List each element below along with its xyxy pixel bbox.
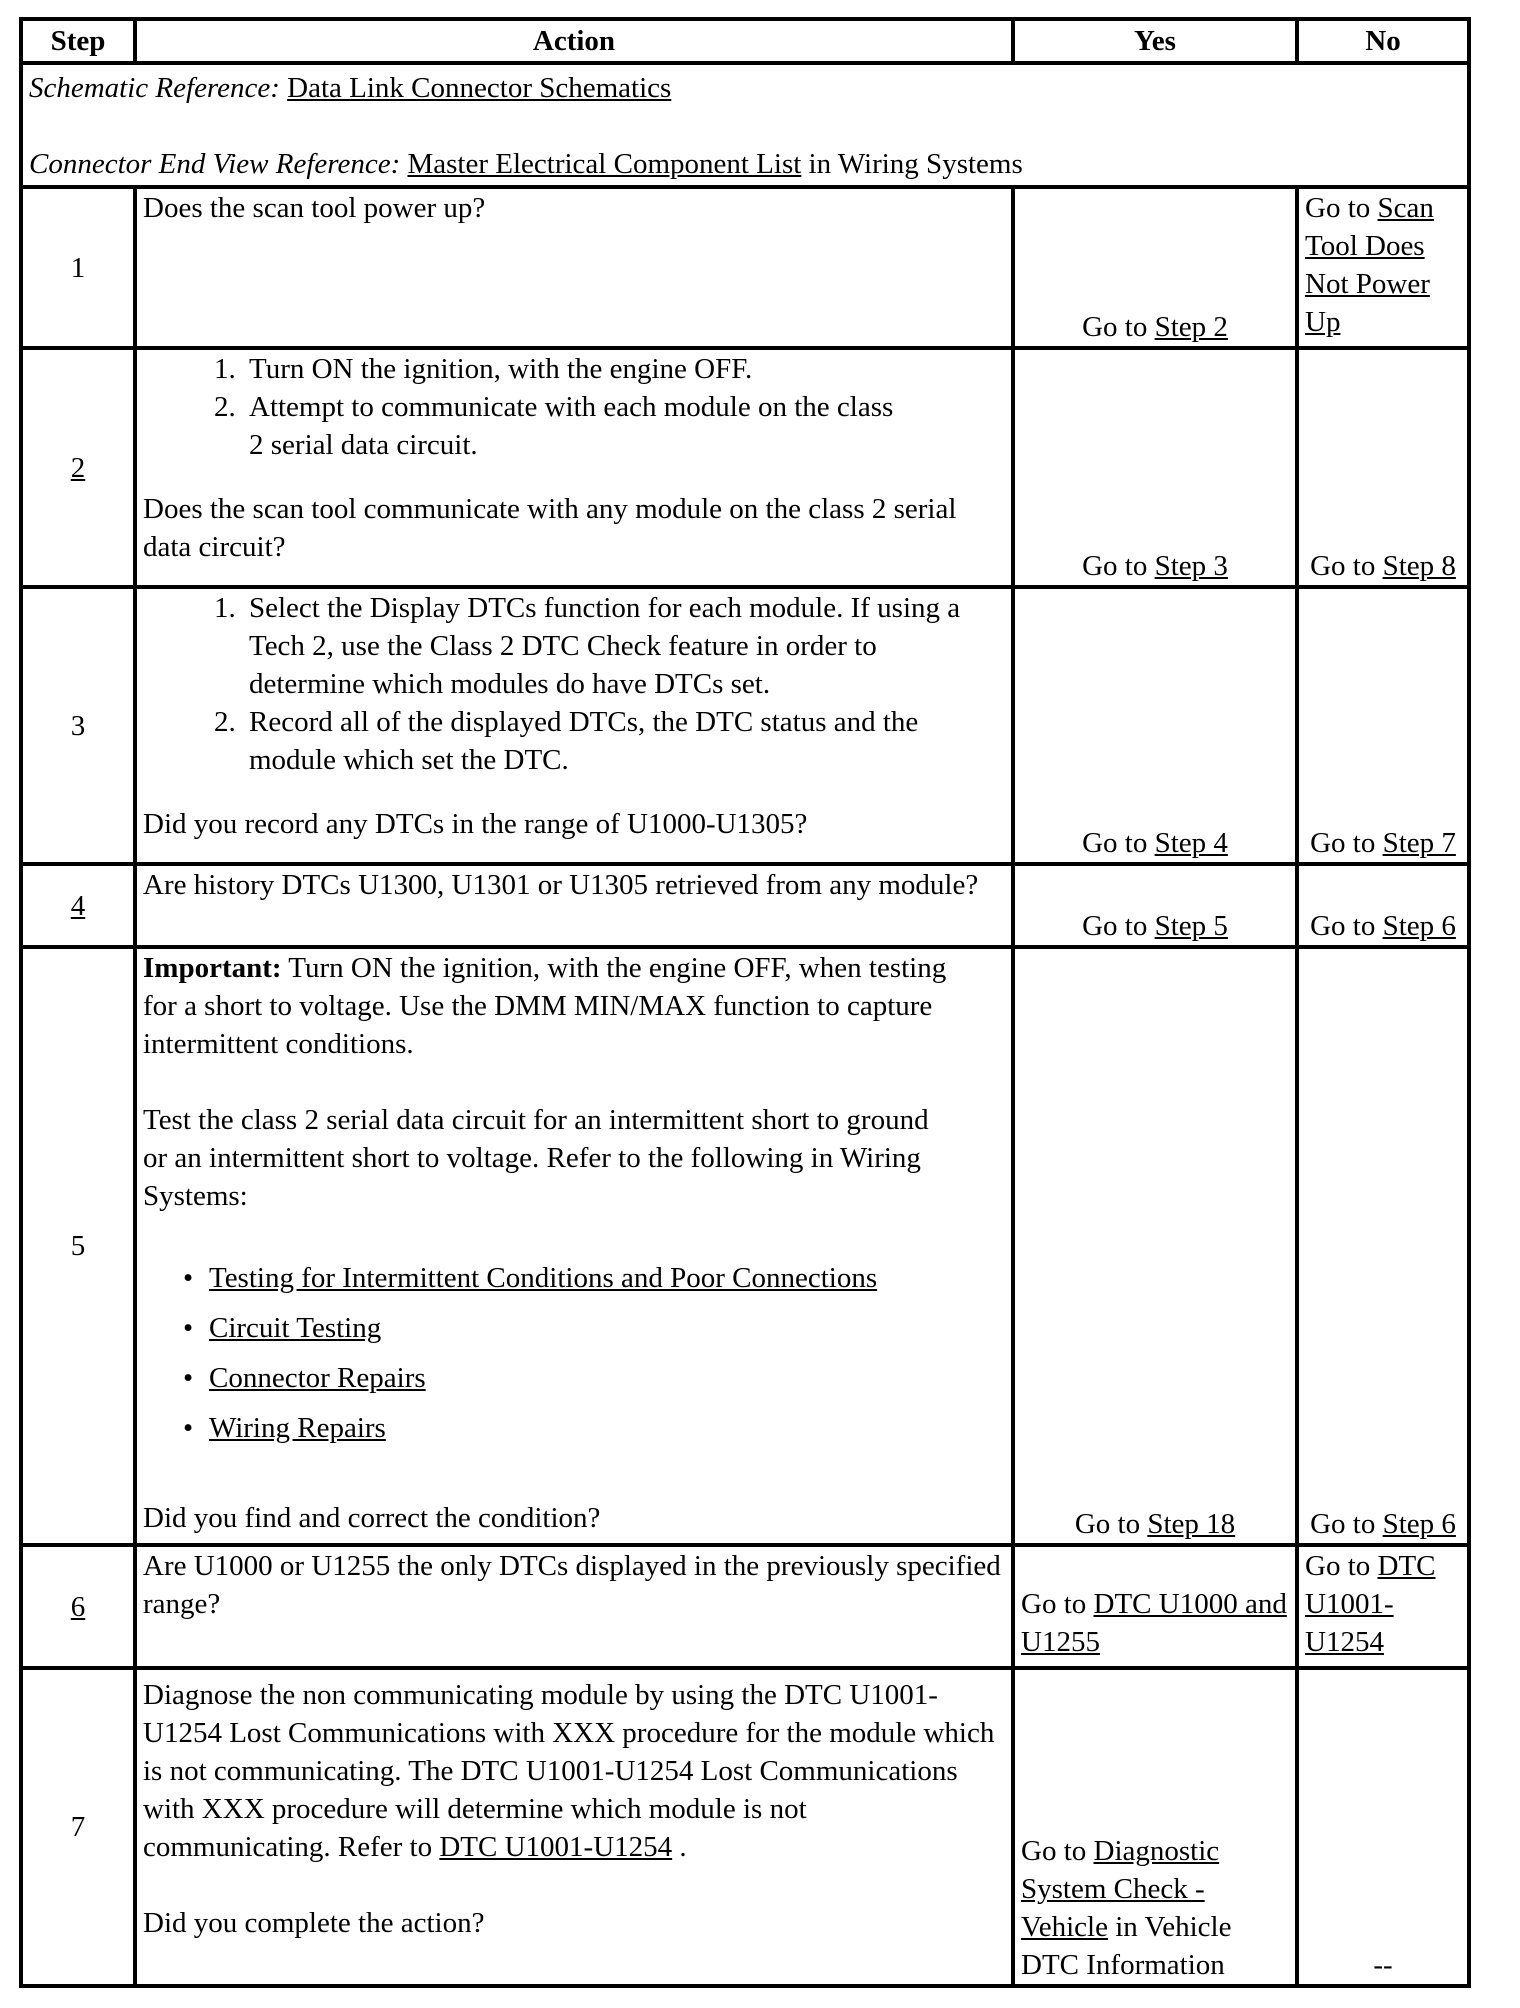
important-label: Important: <box>143 952 282 984</box>
table-row <box>21 1668 1469 1986</box>
go-to-label: Go to <box>1082 827 1155 859</box>
step-number-link[interactable]: 6 <box>70 1590 86 1623</box>
schematic-label: Schematic Reference: <box>29 72 280 104</box>
question: Did you record any DTCs in the range of U1000-U1305? <box>143 808 808 840</box>
step-number: 7 <box>21 1668 135 1986</box>
list-item: 2. Attempt to communicate with each module on the class 2 serial data circuit. <box>243 388 1005 464</box>
dtc-link[interactable]: DTC U1001-U1254 <box>439 1831 673 1863</box>
yes-link[interactable]: Step 4 <box>1154 827 1228 859</box>
instruction-list <box>143 350 1005 464</box>
important-text: Turn ON the ignition, with the engine OFF, when testing for a short to voltage. Use the DMM MIN/MAX function to capture intermittent conditions. <box>143 952 947 1060</box>
instruction-list <box>143 589 1005 779</box>
go-to-label: Go to <box>1082 910 1155 942</box>
go-to-label: Go to <box>1310 1508 1383 1540</box>
list-item: 2. Record all of the displayed DTCs, the DTC status and the module which set the DTC. <box>243 703 975 779</box>
yes-link[interactable]: Step 18 <box>1147 1508 1236 1540</box>
step-number-link[interactable]: 2 <box>70 451 86 484</box>
reference-link[interactable]: Circuit Testing <box>209 1312 382 1344</box>
reference-link[interactable]: Connector Repairs <box>209 1362 426 1394</box>
list-item: 1. Turn ON the ignition, with the engine OFF. <box>243 350 1005 388</box>
go-to-label: Go to <box>1305 192 1378 224</box>
no-link[interactable]: Step 6 <box>1382 1508 1456 1540</box>
list-item: 1. Select the Display DTCs function for each module. If using a Tech 2, use the Class 2 DTC Check feature in order to determine which modules do have DTCs set. <box>243 589 975 703</box>
step-number: 5 <box>21 947 135 1545</box>
go-to-label: Go to <box>1074 1508 1148 1540</box>
reference-row <box>21 63 1469 187</box>
header-action: Action <box>135 19 1013 63</box>
connector-link[interactable]: Master Electrical Component List <box>407 148 802 180</box>
reference-link[interactable]: Testing for Intermittent Conditions and Poor Connections <box>209 1262 878 1294</box>
table-row <box>21 587 1469 864</box>
table-row <box>21 947 1469 1545</box>
table-row <box>21 187 1469 348</box>
no-link[interactable]: Scan Tool Does Not Power Up <box>1305 192 1434 338</box>
table-row <box>21 348 1469 587</box>
no-link[interactable]: Step 7 <box>1382 827 1456 859</box>
yes-link[interactable]: DTC U1000 and U1255 <box>1021 1588 1287 1658</box>
table-row <box>21 864 1469 947</box>
no-link[interactable]: Step 8 <box>1382 550 1456 582</box>
question: Did you find and correct the condition? <box>143 1502 601 1534</box>
go-to-label: Go to <box>1082 550 1155 582</box>
no-value: -- <box>1297 1668 1469 1986</box>
header-no: No <box>1297 19 1469 63</box>
question: Does the scan tool communicate with any module on the class 2 serial data circuit? <box>143 493 957 563</box>
header-step: Step <box>21 19 135 63</box>
yes-link[interactable]: Step 3 <box>1154 550 1228 582</box>
question: Are U1000 or U1255 the only DTCs displayed in the previously specified range? <box>143 1550 1001 1620</box>
step-number-link[interactable]: 4 <box>70 889 86 922</box>
go-to-label: Go to <box>1310 550 1383 582</box>
no-link[interactable]: Step 6 <box>1382 910 1456 942</box>
yes-link[interactable]: Diagnostic System Check - Vehicle <box>1021 1835 1220 1943</box>
step-number: 1 <box>21 187 135 348</box>
go-to-label: Go to <box>1310 827 1383 859</box>
diagnostic-table <box>19 17 1471 1988</box>
go-to-label: Go to <box>1305 1550 1378 1582</box>
connector-suffix: in Wiring Systems <box>801 148 1023 180</box>
schematic-link[interactable]: Data Link Connector Schematics <box>287 72 672 104</box>
go-to-label: Go to <box>1310 910 1383 942</box>
table-row <box>21 1545 1469 1668</box>
no-link[interactable]: DTC U1001-U1254 <box>1305 1550 1436 1658</box>
step-number: 3 <box>21 587 135 864</box>
go-to-label: Go to <box>1082 311 1155 343</box>
connector-label: Connector End View Reference: <box>29 148 401 180</box>
yes-suffix: in Vehicle DTC Information <box>1021 1911 1232 1981</box>
header-row <box>21 19 1469 63</box>
reference-list <box>143 1259 951 1447</box>
go-to-label: Go to <box>1021 1835 1094 1867</box>
yes-link[interactable]: Step 2 <box>1154 311 1228 343</box>
reference-link[interactable]: Wiring Repairs <box>209 1412 386 1444</box>
header-yes: Yes <box>1013 19 1297 63</box>
yes-link[interactable]: Step 5 <box>1154 910 1228 942</box>
question: Are history DTCs U1300, U1301 or U1305 retrieved from any module? <box>143 869 979 901</box>
question: Does the scan tool power up? <box>143 192 486 224</box>
action-text: Diagnose the non communicating module by using the DTC U1001-U1254 Lost Communications with XXX procedure for the module which is not communicating. The DTC U1001-U1254 Lost Communications with XXX procedure will determine which module is not communicating. Refer to <box>143 1679 995 1863</box>
test-text: Test the class 2 serial data circuit for an intermittent short to ground or an intermittent short to voltage. Refer to the following in Wiring Systems: <box>143 1104 929 1212</box>
action-text-end: . <box>672 1831 687 1863</box>
question: Did you complete the action? <box>143 1907 485 1939</box>
go-to-label: Go to <box>1021 1588 1094 1620</box>
